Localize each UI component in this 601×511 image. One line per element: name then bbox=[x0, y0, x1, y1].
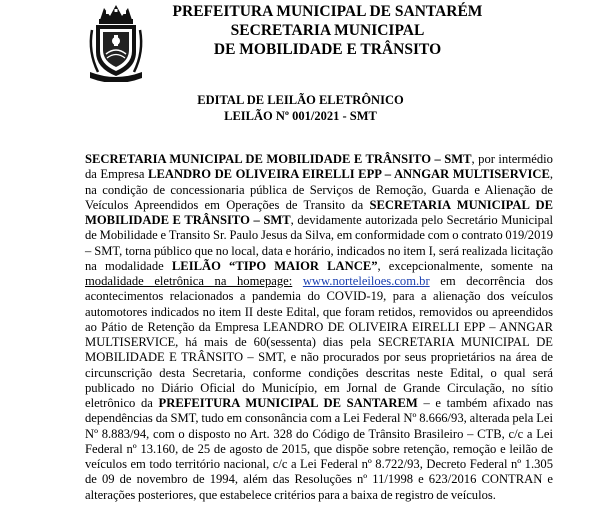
body-text-5 bbox=[292, 274, 303, 288]
company-name: LEANDRO DE OLIVEIRA EIRELLI EPP – ANNGAR MULTISERVICE bbox=[148, 167, 550, 182]
letterhead bbox=[165, 2, 490, 59]
body-text-7: – e também afixado nas dependências da SMT, tudo em consonância com a Lei Federal Nº 8.666/93, alterada pela Lei Nº 8.883/94, com o disposto no Art. 328 do Código de Trânsito Brasileiro – CTB, c/c a Lei Federal nº 13.160, de 25 de agosto de 2015, que dispõe sobre retenção, remoção e leilão de veículos em todo território nacional, c/c a Lei Federal nº 8.722/93, Decreto Federal nº 1.305 de 09 de novembro de 1994, além das Resoluções nº 11/1998 e 623/2016 CONTRAN e alterações posteriores, que estabelece critérios para a baixa de registro de veículos. bbox=[85, 396, 554, 502]
secretaria-name-2: SECRETARIA MUNICIPAL DE MOBILIDADE E TRÂNSITO – SMT bbox=[85, 197, 553, 227]
body-text-3: , devidamente autorizada pelo Secretário Municipal de Mobilidade e Transito Sr. Paulo Jesus da Silva, em conformidade com o contrato 019/2019 – SMT, torna público que no local, data e horário, indicados no item I, será realizada licitação na modalidade bbox=[85, 213, 553, 273]
letterhead-line-3: DE MOBILIDADE E TRÂNSITO bbox=[213, 41, 442, 58]
title-line-1: EDITAL DE LEILÃO ELETRÔNICO bbox=[197, 93, 404, 107]
title-line-2: LEILÃO Nº 001/2021 - SMT bbox=[224, 109, 377, 123]
letterhead-line-2: SECRETARIA MUNICIPAL bbox=[230, 22, 425, 39]
secretaria-name: SECRETARIA MUNICIPAL DE MOBILIDADE E TRÂNSITO – SMT bbox=[85, 152, 472, 166]
auction-type: LEILÃO “TIPO MAIOR LANCE” bbox=[171, 258, 378, 273]
municipal-coat-of-arms bbox=[86, 2, 146, 82]
body-text-4: , excepcionalmente, somente na bbox=[377, 258, 553, 273]
letterhead-line-1: PREFEITURA MUNICIPAL DE SANTARÉM bbox=[172, 3, 483, 20]
body-text-6: em decorrência dos acontecimentos relacionados a pandemia do COVID-19, para a alienação dos veículos automotores indicados no item II deste Edital, que foram retidos, removidos ou apreendidos ao Pátio de Retenção da Empresa LEANDRO DE OLIVEIRA EIRELLI EPP – ANNGAR MULTISERVICE, há mais de 60(sessenta) dias pela SECRETARIA MUNICIPAL DE MOBILIDADE E TRÂNSITO – SMT, e não procurados por seus proprietários na área de circunscrição desta Secretaria, conforme condições descritas neste Edital, o qual será publicado no Diário Oficial do Município, em Jornal de Grande Circulação, no sítio eletrônico da bbox=[85, 274, 553, 410]
body-paragraph bbox=[85, 152, 553, 503]
document-title bbox=[0, 92, 601, 124]
electronic-modality: modalidade eletrônica na homepage: bbox=[85, 274, 293, 288]
body-text-1: , por intermédio da Empresa bbox=[85, 152, 553, 182]
auction-website-link[interactable]: www.norteleiloes.com.br bbox=[302, 274, 430, 288]
body-text-2: , na condição de concessionaria pública de Serviços de Remoção, Guarda e Alienação de Veículos Apreendidos em Operações de Transito da bbox=[85, 167, 553, 212]
prefeitura-name: PREFEITURA MUNICIPAL DE SANTAREM bbox=[158, 396, 418, 410]
